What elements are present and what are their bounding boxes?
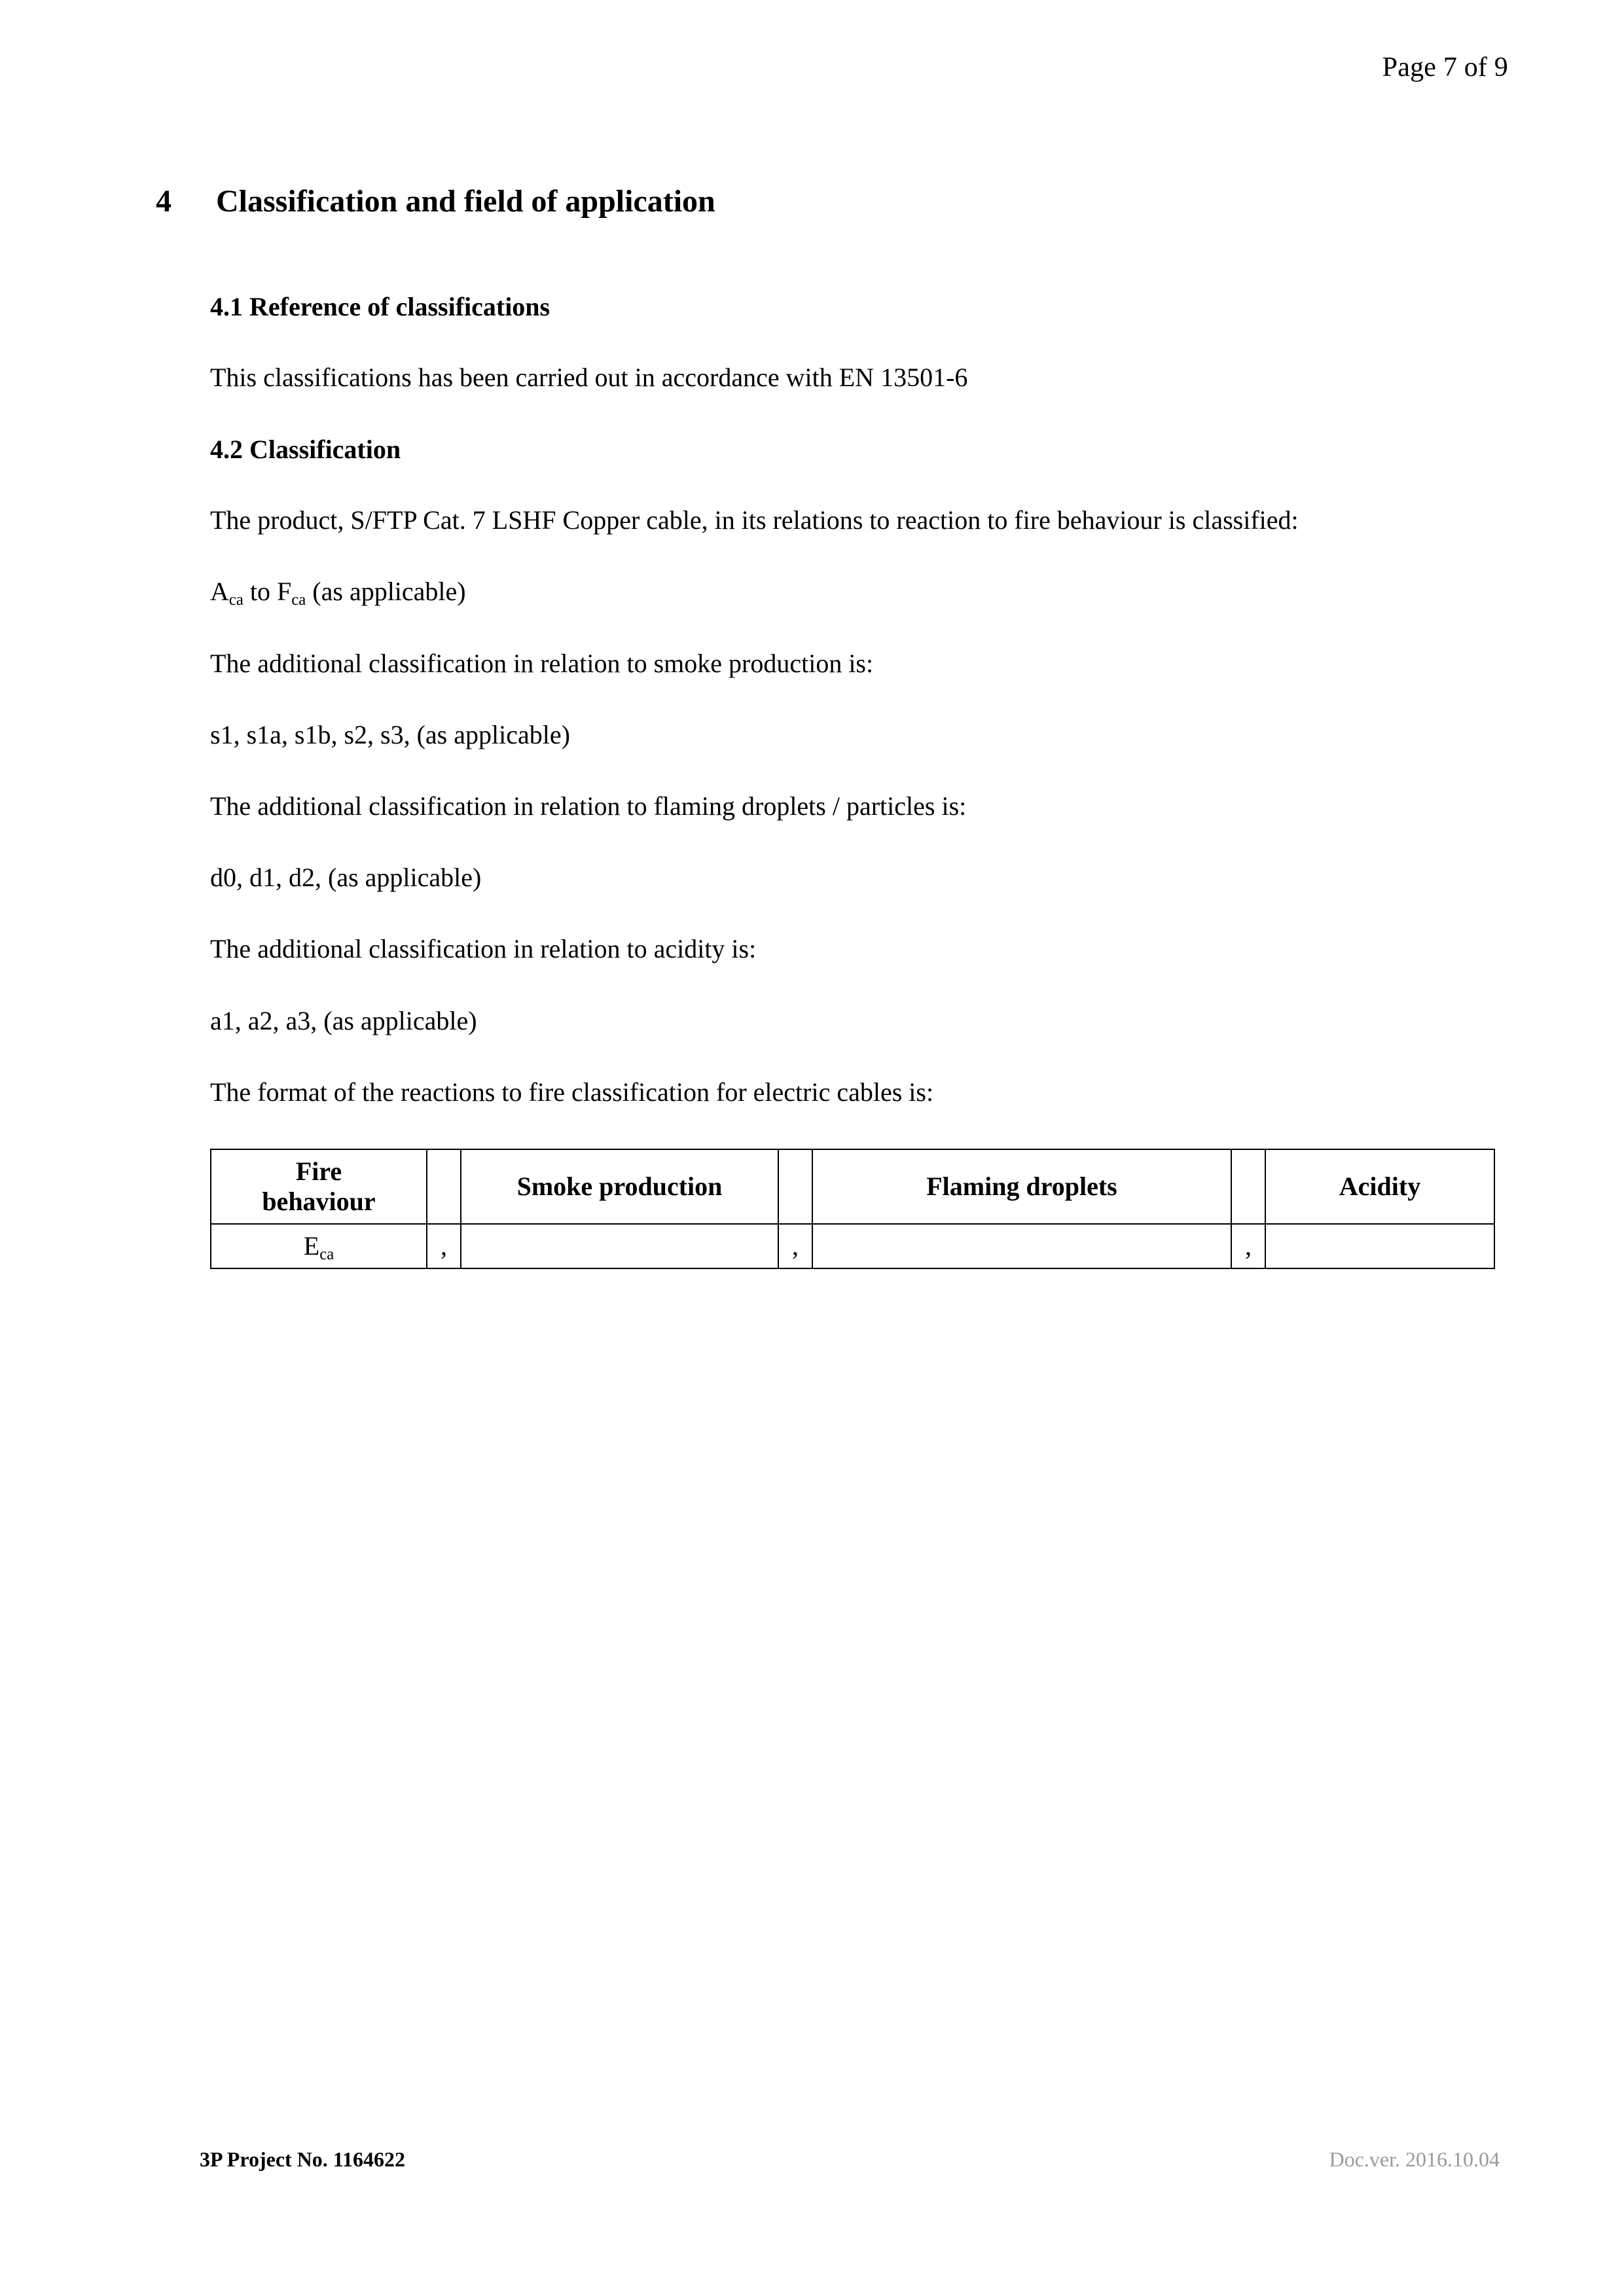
class-to-word: to xyxy=(249,577,271,607)
header-separator-1 xyxy=(427,1149,461,1224)
class-from-sub: ca xyxy=(228,591,244,609)
section-title: Classification and field of application xyxy=(216,184,715,219)
section-body xyxy=(210,219,1480,1269)
header-fire-behaviour-line2: behaviour xyxy=(262,1186,376,1216)
paragraph-class-range xyxy=(210,574,1480,609)
cell-separator-3: , xyxy=(1231,1224,1265,1268)
header-separator-3 xyxy=(1231,1149,1265,1224)
paragraph-format-intro: The format of the reactions to fire classification for electric cables is: xyxy=(210,1077,934,1107)
cell-fire-behaviour-sub: ca xyxy=(319,1246,334,1264)
subsection-heading-4-2: 4.2 Classification xyxy=(210,435,401,465)
class-to-sub: ca xyxy=(291,591,306,609)
cell-separator-2: , xyxy=(778,1224,812,1268)
document-content xyxy=(156,183,1504,1269)
paragraph-acidity-classes: a1, a2, a3, (as applicable) xyxy=(210,1005,477,1035)
section-heading xyxy=(156,183,1504,219)
cell-smoke-production xyxy=(461,1224,778,1268)
paragraph-product-classification: The product, S/FTP Cat. 7 LSHF Copper cable, in its relations to reaction to fire behaviour is classified: xyxy=(210,505,1299,535)
header-acidity: Acidity xyxy=(1265,1149,1494,1224)
cell-acidity xyxy=(1265,1224,1494,1268)
paragraph-smoke-intro: The additional classification in relation to smoke production is: xyxy=(210,648,874,678)
paragraph-smoke-classes: s1, s1a, s1b, s2, s3, (as applicable) xyxy=(210,719,570,749)
table-row xyxy=(211,1224,1494,1268)
paragraph-droplets-classes: d0, d1, d2, (as applicable) xyxy=(210,863,482,893)
paragraph-reference-standard: This classifications has been carried out in accordance with EN 13501-6 xyxy=(210,363,968,392)
header-separator-2 xyxy=(778,1149,812,1224)
class-to-main: F xyxy=(277,577,292,607)
paragraph-acidity-intro: The additional classification in relation to acidity is: xyxy=(210,934,757,964)
header-fire-behaviour-line1: Fire xyxy=(295,1156,342,1186)
class-range-suffix: (as applicable) xyxy=(312,577,466,607)
footer-doc-version: Doc.ver. 2016.10.04 xyxy=(1329,2147,1500,2171)
cell-fire-behaviour xyxy=(211,1224,427,1268)
table-header-row xyxy=(211,1149,1494,1224)
classification-table xyxy=(210,1149,1495,1269)
paragraph-droplets-intro: The additional classification in relation to flaming droplets / particles is: xyxy=(210,791,967,821)
subsection-heading-4-1: 4.1 Reference of classifications xyxy=(210,292,550,321)
footer-project-number: 3P Project No. 1164622 xyxy=(200,2147,406,2171)
cell-flaming-droplets xyxy=(812,1224,1231,1268)
section-number: 4 xyxy=(156,184,171,219)
cell-fire-behaviour-main: E xyxy=(303,1231,320,1261)
header-fire-behaviour xyxy=(211,1149,427,1224)
header-smoke-production: Smoke production xyxy=(461,1149,778,1224)
class-from-main: A xyxy=(210,577,229,607)
cell-separator-1: , xyxy=(427,1224,461,1268)
header-flaming-droplets: Flaming droplets xyxy=(812,1149,1231,1224)
page-indicator: Page 7 of 9 xyxy=(1382,52,1508,82)
